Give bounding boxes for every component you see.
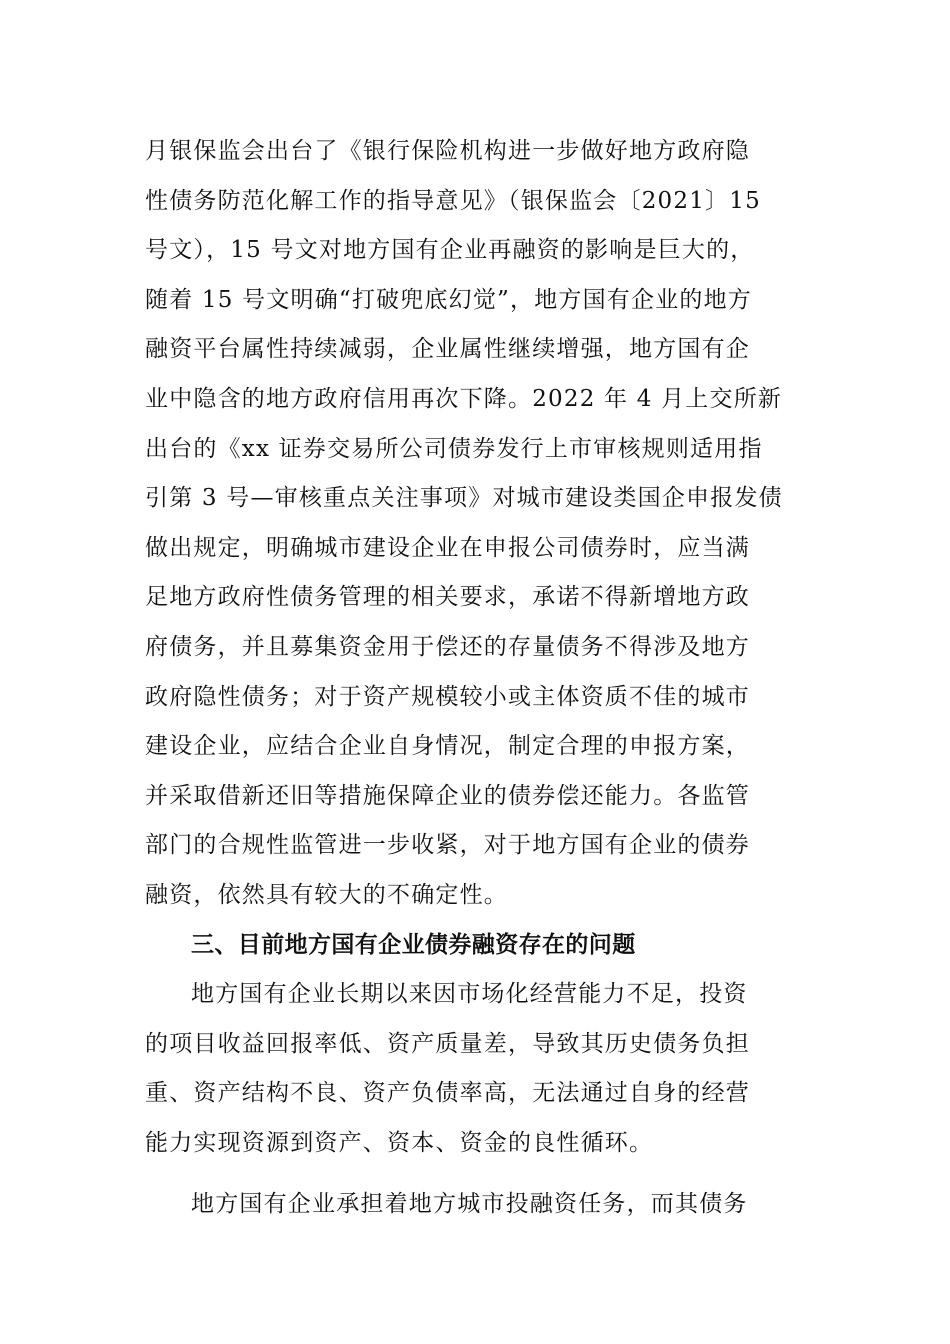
- paragraph-line: 重、资产结构不良、资产负债率高，无法通过自身的经营: [145, 1080, 750, 1107]
- paragraph-spacer: [145, 1168, 810, 1180]
- paragraph-line: 的项目收益回报率低、资产质量差，导致其历史债务负担: [145, 1030, 750, 1057]
- document-body: [145, 127, 810, 1230]
- paragraph-line: 融资平台属性持续减弱，企业属性继续增强，地方国有企: [145, 336, 750, 363]
- paragraph-line: 月银保监会出台了《银行保险机构进一步做好地方政府隐: [145, 138, 750, 164]
- paragraph-line: 能力实现资源到资产、资本、资金的良性循环。: [145, 1129, 654, 1156]
- paragraph-line: 并采取借新还旧等措施保障企业的债券偿还能力。各监管: [145, 782, 750, 809]
- paragraph-line: 地方国有企业承担着地方城市投融资任务，而其债务: [191, 1191, 748, 1218]
- paragraph-line: 足地方政府性债务管理的相关要求，承诺不得新增地方政: [145, 584, 750, 611]
- paragraph-line: 政府隐性债务；对于资产规模较小或主体资质不佳的城市: [145, 683, 750, 710]
- paragraph-line: 业中隐含的地方政府信用再次下降。2022 年 4 月上交所新: [145, 385, 783, 412]
- paragraph-line: 性债务防范化解工作的指导意见》（银保监会〔2021〕15: [145, 187, 761, 214]
- paragraph-line: 号文），15 号文对地方国有企业再融资的影响是巨大的，: [145, 237, 755, 264]
- paragraph-line: 府债务，并且募集资金用于偿还的存量债务不得涉及地方: [145, 633, 750, 660]
- paragraph-line: 出台的《xx 证券交易所公司债券发行上市审核规则适用指: [145, 435, 763, 462]
- paragraph-line: 部门的合规性监管进一步收紧，对于地方国有企业的债券: [145, 832, 750, 859]
- paragraph-line: 建设企业，应结合企业自身情况，制定合理的申报方案，: [145, 733, 750, 760]
- paragraph-line: 地方国有企业长期以来因市场化经营能力不足，投资: [191, 981, 748, 1008]
- paragraph-line: 做出规定，明确城市建设企业在申报公司债券时，应当满: [145, 534, 750, 561]
- paragraph-line: 随着 15 号文明确“打破兜底幻觉”，地方国有企业的地方: [145, 286, 753, 313]
- paragraph-line: 融资，依然具有较大的不确定性。: [145, 881, 508, 908]
- paragraph-line: 引第 3 号—审核重点关注事项》对城市建设类国企申报发债: [145, 485, 783, 512]
- section-heading: 三、目前地方国有企业债券融资存在的问题: [191, 931, 636, 958]
